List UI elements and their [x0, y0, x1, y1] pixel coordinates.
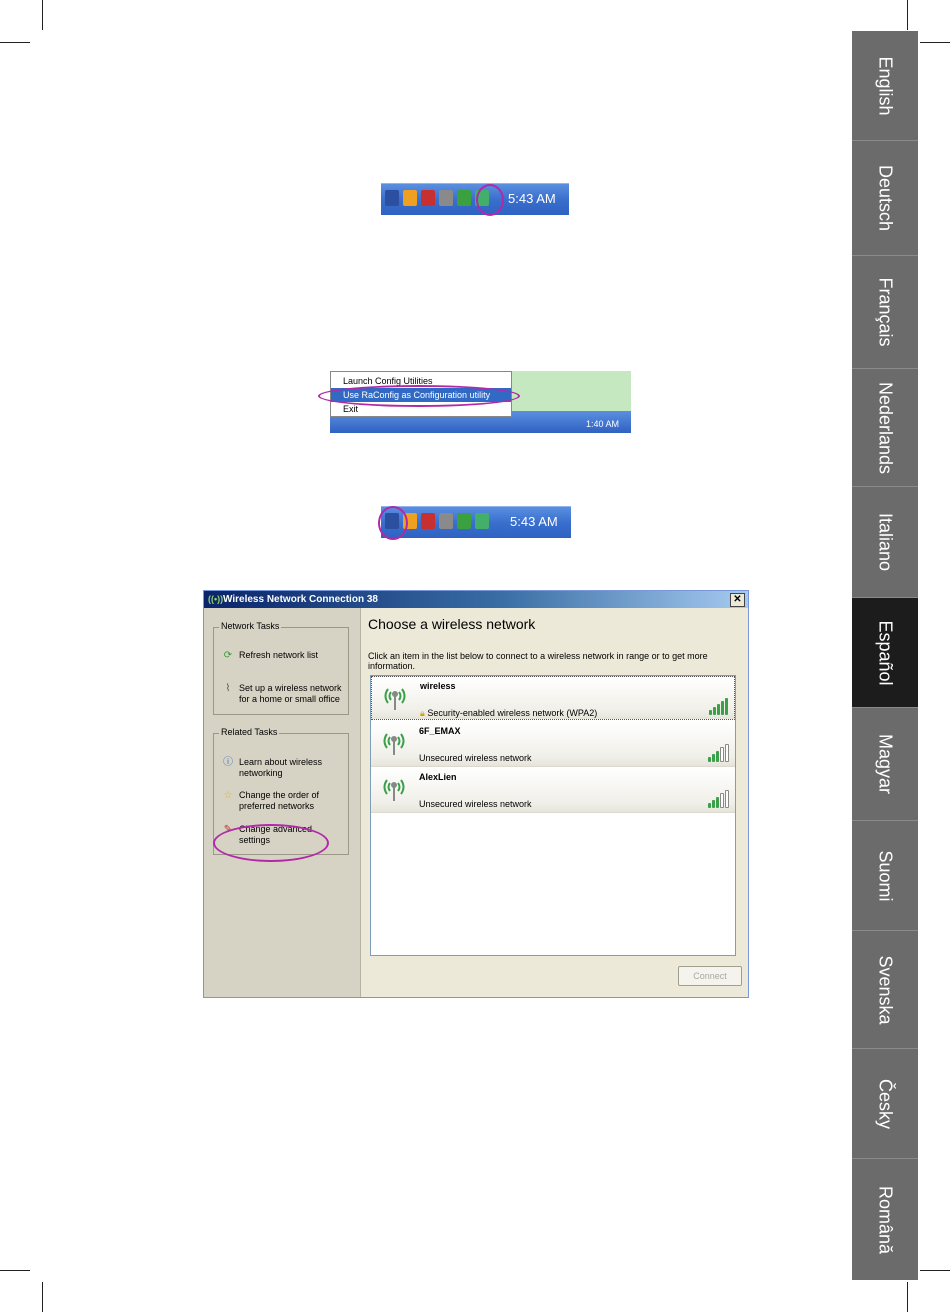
network-list: [370, 675, 736, 956]
task-setup-wireless[interactable]: ⌇ Set up a wireless network for a home or small office: [222, 683, 347, 705]
instructions-text: Click an item in the list below to connect to a wireless network in range or to get more information.: [368, 651, 708, 671]
network-pane: [362, 608, 748, 997]
crop-mark: [0, 1270, 30, 1271]
lang-tab-cesky: Česky: [852, 1049, 918, 1159]
crop-mark: [42, 1282, 43, 1312]
app-tray-icon[interactable]: [403, 190, 417, 206]
network-tasks-group: [213, 621, 349, 715]
signal-bar: [716, 797, 719, 808]
signal-strength: [708, 790, 729, 808]
lang-tab-magyar: Magyar: [852, 708, 918, 821]
network-tray-icon[interactable]: [385, 190, 399, 206]
task-pane: [204, 608, 361, 997]
lang-tab-espanol: Español: [852, 598, 918, 708]
task-change-advanced[interactable]: ✎ Change advanced settings: [223, 824, 313, 845]
network-list-item[interactable]: [371, 676, 735, 720]
crop-mark: [907, 1282, 908, 1312]
menu-item-use-raconfig[interactable]: Use RaConfig as Configuration utility: [331, 388, 511, 402]
task-change-order[interactable]: ☆ Change the order of preferred networks: [223, 790, 320, 811]
info-icon: ⓘ: [223, 757, 233, 768]
highlight-ring: [318, 385, 520, 407]
signal-bar: [708, 803, 711, 808]
wireless-antenna-icon: [380, 683, 410, 713]
shield-tray-icon[interactable]: [457, 513, 471, 529]
network-list-item[interactable]: [371, 768, 735, 813]
signal-bar: [720, 747, 724, 762]
network-list-item[interactable]: [371, 722, 735, 767]
crop-mark: [0, 42, 30, 43]
menu-item-exit[interactable]: Exit: [343, 404, 359, 414]
signal-bar: [708, 757, 711, 762]
close-button[interactable]: ✕: [730, 593, 745, 607]
highlight-ring: [476, 184, 504, 216]
signal-bar: [725, 790, 729, 808]
printer-tray-icon[interactable]: [439, 190, 453, 206]
tray-clock: 5:43 AM: [508, 191, 556, 206]
signal-strength: [708, 744, 729, 762]
group-header: Network Tasks: [221, 621, 280, 631]
page-title: Choose a wireless network: [368, 616, 536, 632]
raconfig-tray-icon[interactable]: [475, 513, 489, 529]
lang-tab-romana: Română: [852, 1159, 918, 1280]
wireless-network-dialog: [203, 590, 749, 998]
signal-bar: [717, 704, 720, 715]
task-refresh-network-list[interactable]: ⟳ Refresh network list: [223, 650, 319, 661]
crop-mark: [920, 1270, 950, 1271]
group-header: Related Tasks: [221, 727, 278, 737]
tray-icons: [385, 190, 489, 206]
crop-mark: [42, 0, 43, 30]
printer-tray-icon[interactable]: [439, 513, 453, 529]
shield-tray-icon[interactable]: [457, 190, 471, 206]
network-name: 6F_EMAX: [419, 726, 461, 736]
signal-bar: [712, 800, 715, 808]
disconnected-tray-icon[interactable]: [421, 513, 435, 529]
network-security: Unsecured wireless network: [419, 799, 532, 809]
disconnected-tray-icon[interactable]: [421, 190, 435, 206]
system-tray-1: [381, 183, 569, 215]
lang-tab-nederlands: Nederlands: [852, 369, 918, 487]
menu-item-launch-config[interactable]: Launch Config Utilities: [343, 376, 433, 386]
language-tabs: [852, 31, 918, 1280]
tray-clock: 1:40 AM: [585, 419, 619, 429]
signal-bar: [709, 710, 712, 715]
tray-clock: 5:43 AM: [510, 514, 558, 529]
signal-bar: [716, 751, 719, 762]
network-name: AlexLien: [419, 772, 457, 782]
task-learn-wireless[interactable]: ⓘ Learn about wireless networking: [223, 757, 323, 778]
signal-bar: [721, 701, 724, 715]
signal-strength: [709, 698, 728, 715]
lang-tab-italiano: Italiano: [852, 487, 918, 598]
lang-tab-suomi: Suomi: [852, 821, 918, 931]
crop-mark: [907, 0, 908, 30]
signal-bar: [720, 793, 724, 808]
crop-mark: [920, 42, 950, 43]
signal-bar: [712, 754, 715, 762]
highlight-ring: [378, 506, 408, 540]
lang-tab-deutsch: Deutsch: [852, 141, 918, 256]
connect-button[interactable]: Connect: [678, 966, 742, 986]
lock-icon: 🔒︎: [420, 708, 425, 718]
wireless-antenna-icon: [379, 728, 409, 758]
network-security: 🔒︎ Security-enabled wireless network (WPA2): [420, 708, 598, 718]
wireless-antenna-icon: [379, 774, 409, 804]
refresh-icon: ⟳: [223, 650, 233, 661]
lang-tab-francais: Français: [852, 256, 918, 369]
setup-network-icon: ⌇: [225, 683, 231, 694]
signal-bar: [725, 744, 729, 762]
wireless-icon: ((•)): [208, 594, 224, 604]
highlight-ring: [213, 824, 329, 862]
dialog-titlebar[interactable]: [204, 591, 748, 608]
lang-tab-english: English: [852, 31, 918, 141]
signal-bar: [725, 698, 728, 715]
dialog-title: Wireless Network Connection 38: [223, 594, 378, 605]
settings-icon: ✎: [223, 824, 233, 835]
network-security: Unsecured wireless network: [419, 753, 532, 763]
star-icon: ☆: [223, 790, 233, 801]
system-tray-2: [381, 506, 571, 538]
lang-tab-svenska: Svenska: [852, 931, 918, 1049]
network-name: wireless: [420, 681, 456, 691]
signal-bar: [713, 707, 716, 715]
